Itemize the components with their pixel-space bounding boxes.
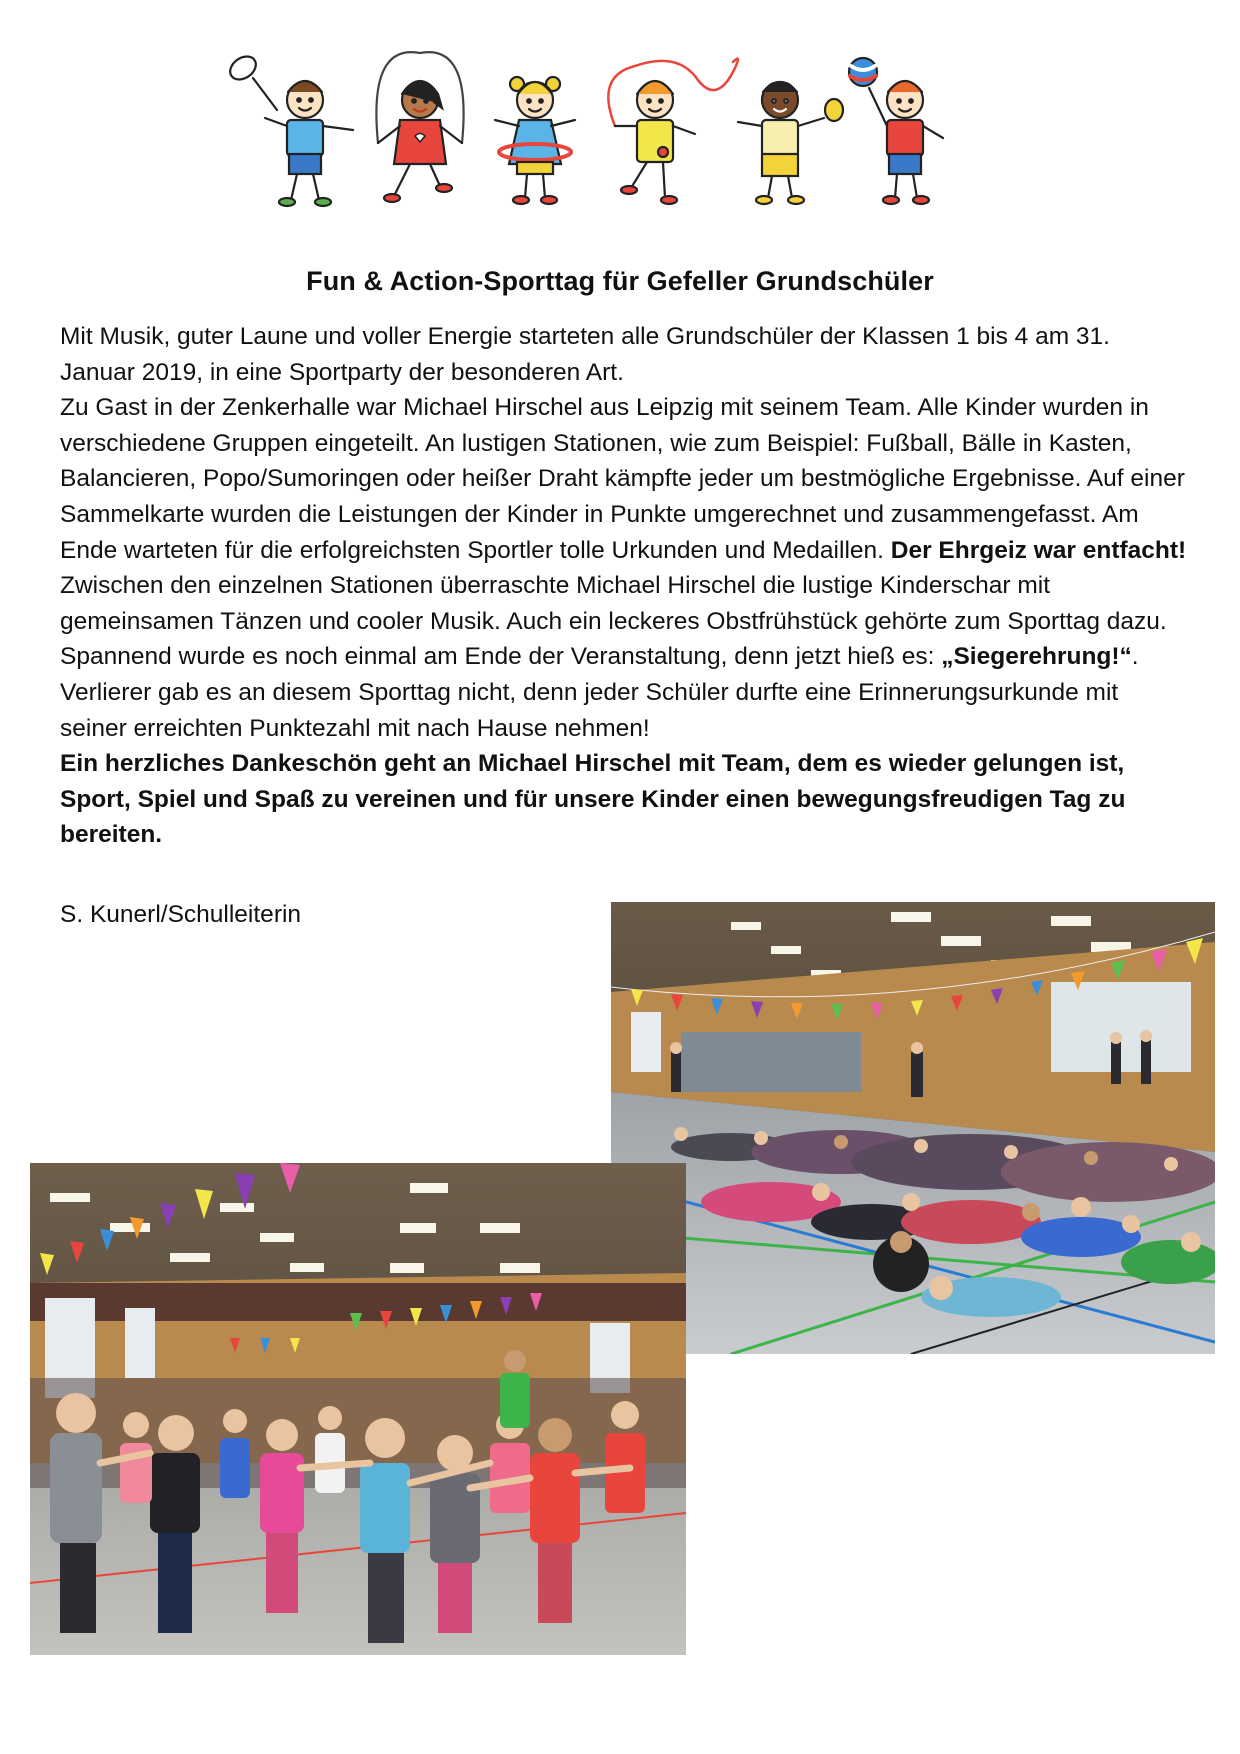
award-ceremony-highlight: „Siegerehrung!“ <box>941 643 1132 671</box>
paragraph-intro: Mit Musik, guter Laune und voller Energie starteten alle Grundschüler der Klassen 1 bis 4 am 31. Januar 2019, in eine Sportparty der besonderen Art. <box>60 323 1110 386</box>
paragraph-dances-text: Zwischen den einzelnen Stationen überraschte Michael Hirschel die lustige Kinderschar mit gemeinsamen Tänzen und cooler Musik. Auch ein leckeres Obstfrühstück gehörte zum Sporttag dazu. Spannend wurde es noch einmal am Ende der Veranstaltung, denn jetzt hieß es: <box>60 572 1167 671</box>
gym-photo-dance-icon <box>30 1163 686 1655</box>
paragraph-stations-text: Zu Gast in der Zenkerhalle war Michael Hirschel aus Leipzig mit seinem Team. Alle Kinder wurden in verschiedene Gruppen eingeteilt. An lustigen Stationen, wie zum Beispiel: Fußball, Bälle in Kasten, Balancieren, Popo/Sumoringen oder heißer Draht kämpfte jeder um bestmögliche Ergebnisse. Auf einer Sammelkarte wurden die Leistungen der Kinder in Punkte umgerechnet und zusammengefasst. Am Ende warteten für die erfolgreichsten Sportler tolle Urkunden und Medaillen. <box>60 394 1185 564</box>
signature: S. Kunerl/Schulleiterin <box>60 901 302 928</box>
photo-children-dancing <box>30 1163 686 1655</box>
ambition-highlight: Der Ehrgeiz war entfacht! <box>890 536 1187 564</box>
photo-children-floor-exercise <box>611 902 1215 1354</box>
article-title: Fun & Action-Sporttag für Gefeller Grundschüler <box>306 266 934 296</box>
paragraph-thanks <box>60 746 1190 853</box>
paragraph-dances-rest: . Verlierer gab es an diesem Sporttag nicht, denn jeder Schüler durfte eine Erinnerungsurkunde mit seiner erreichten Punktezahl mit nach Hause nehmen! <box>60 643 1139 742</box>
article-body <box>60 319 1190 853</box>
gym-photo-floor-icon <box>611 902 1215 1354</box>
paragraph-stations <box>60 390 1190 568</box>
paragraph-dances <box>60 568 1190 746</box>
kids-sports-banner <box>215 48 1015 218</box>
thanks-text: Ein herzliches Dankeschön geht an Michael Hirschel mit Team, dem es wieder gelungen ist, Sport, Spiel und Spaß zu vereinen und für unsere Kinder einen bewegungsfreudigen Tag zu bereiten. <box>60 750 1126 849</box>
cartoon-kids-illustration-icon <box>215 48 1015 218</box>
